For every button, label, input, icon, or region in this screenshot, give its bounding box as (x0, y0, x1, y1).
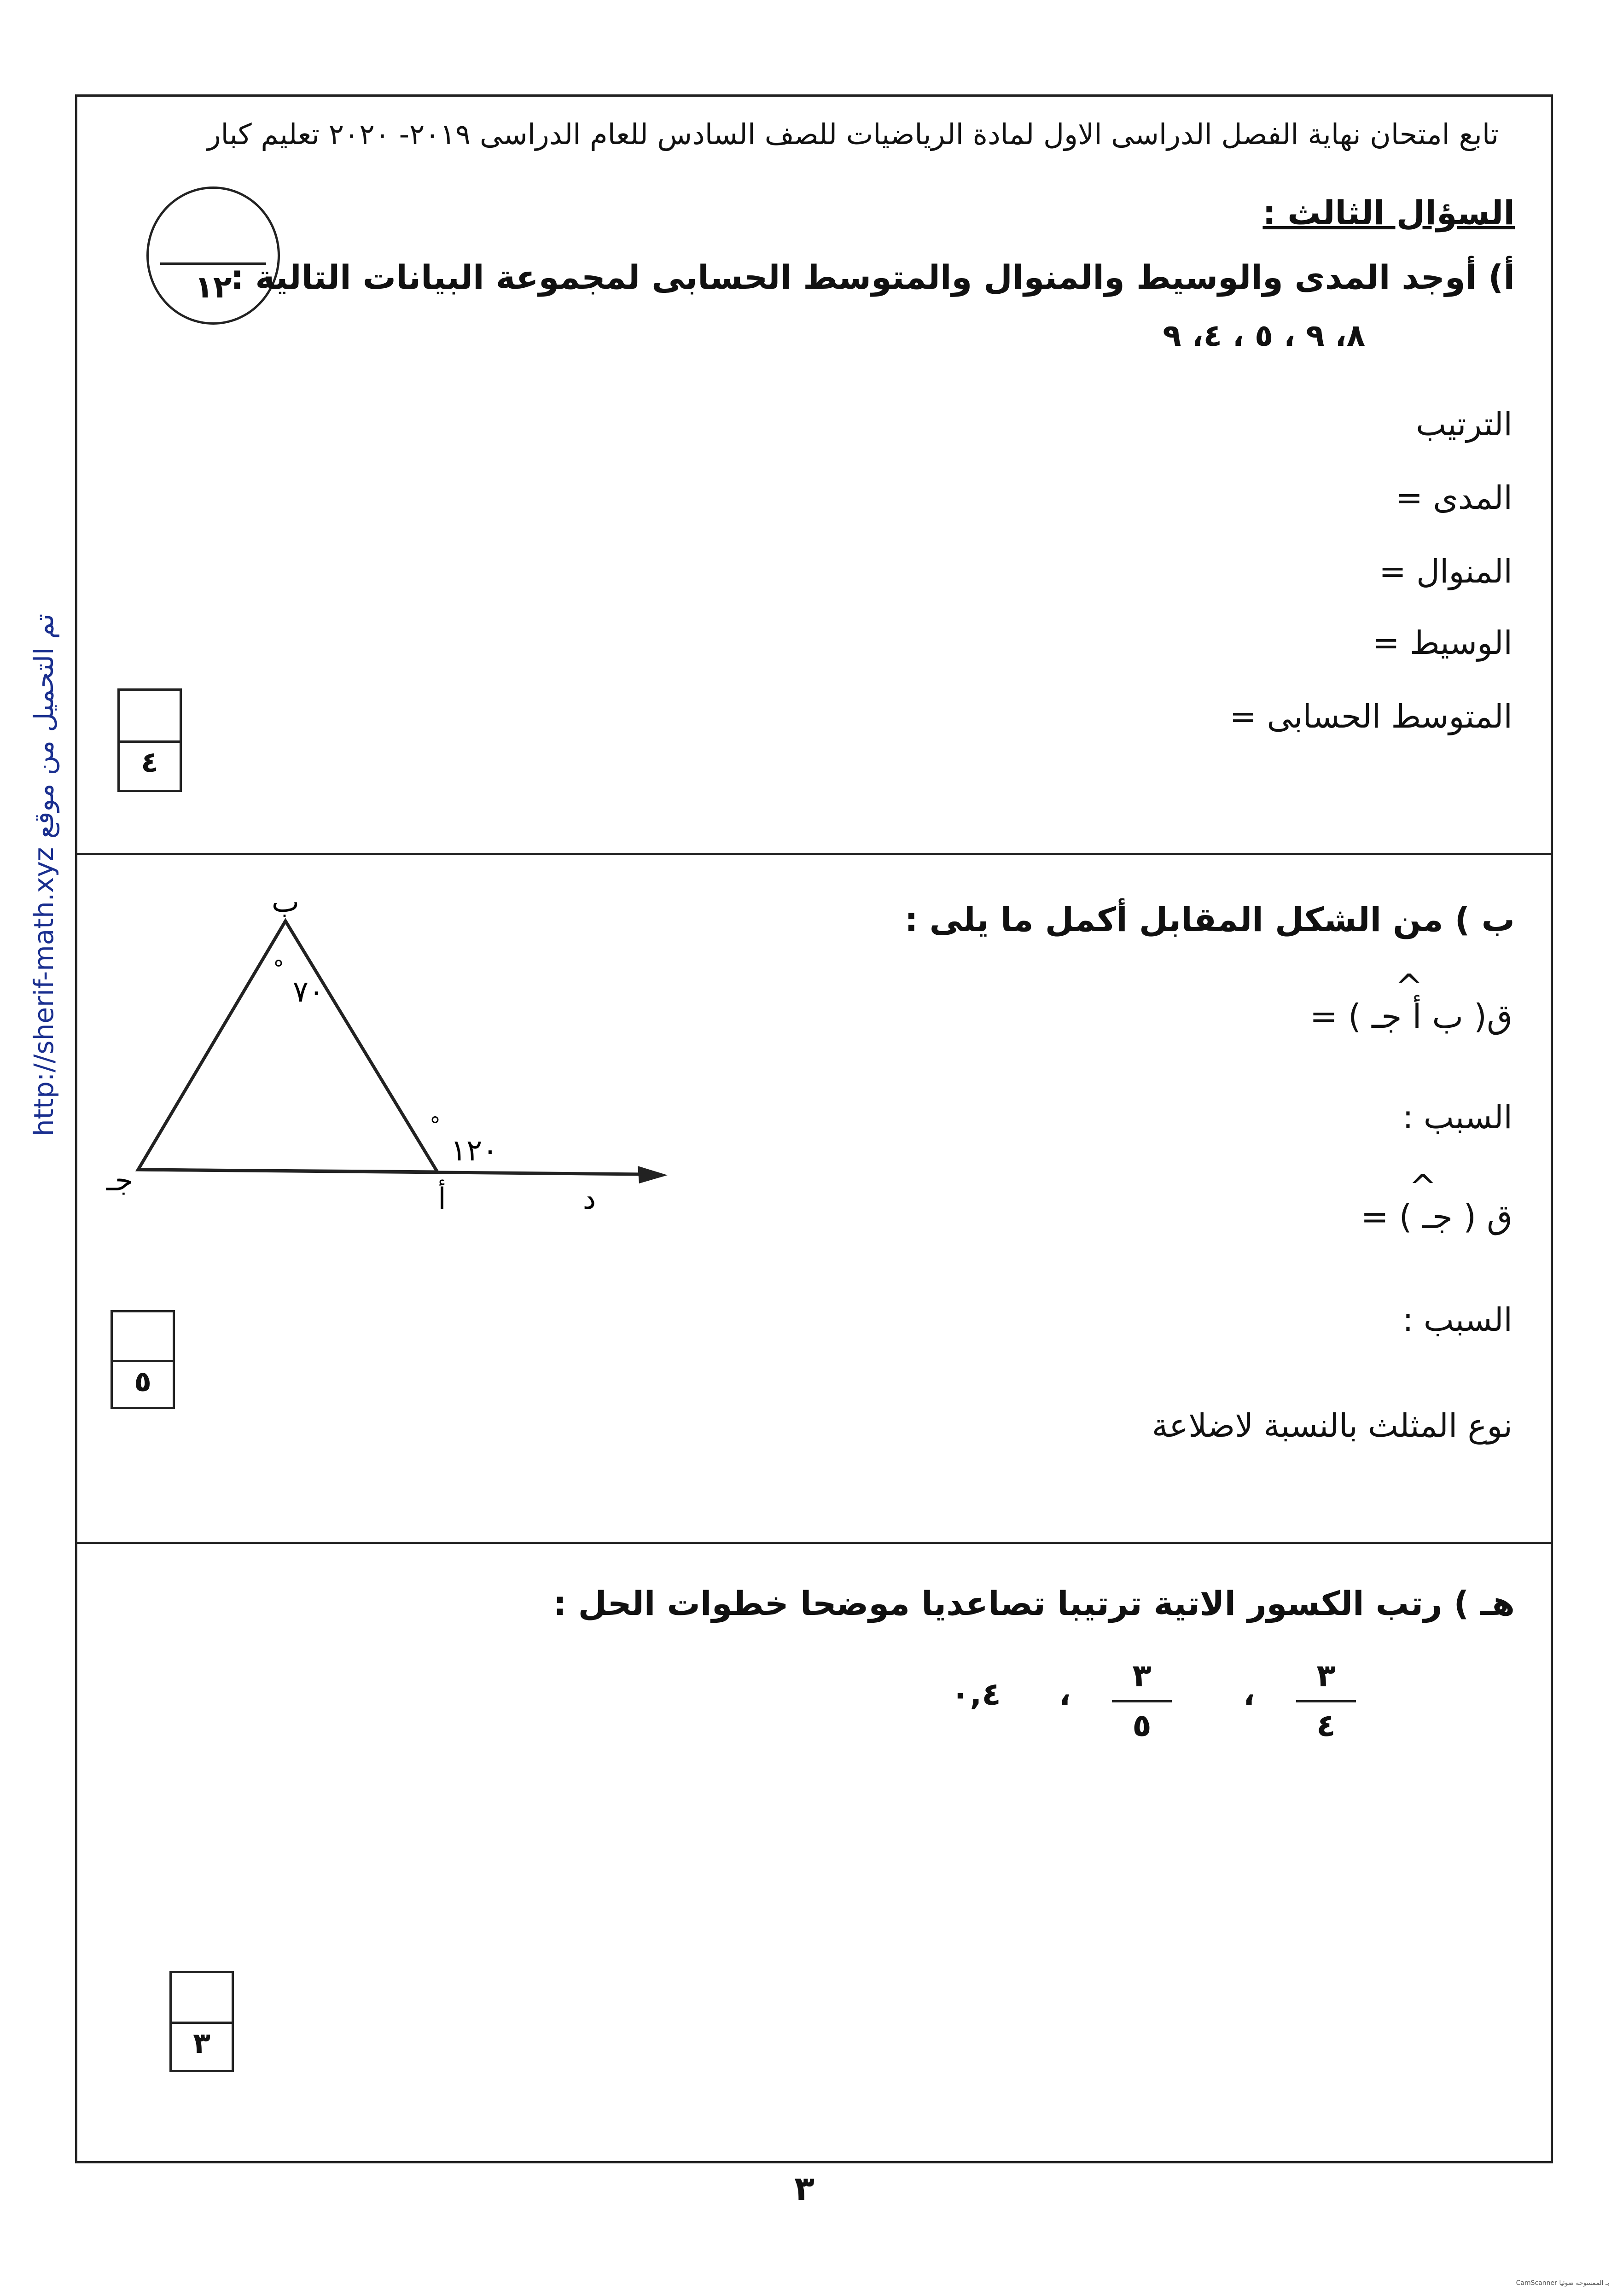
fraction-separator: ، (1059, 1676, 1071, 1713)
vertex-b-label: ب (271, 885, 300, 919)
part-b-score: ٥ (134, 1364, 151, 1398)
part-a-prompt: أ) أوجد المدى والوسيط والمنوال والمتوسط الحسابى لمجموعة البيانات التالية : (230, 258, 1515, 297)
question-title: السؤال الثالث : (1262, 193, 1515, 232)
page-number: ٣ (794, 2169, 814, 2208)
decimal-value: ٠,٤ (951, 1676, 1001, 1713)
triangle-figure (92, 884, 714, 1234)
exam-header: تابع امتحان نهاية الفصل الدراسى الاول لمادة الرياضيات للصف السادس للعام الدراسى ٢٠١٩- ٢٠٢٠ تعليم كبار (207, 117, 1499, 151)
fraction-three-fifths: ٣ ٥ (1107, 1658, 1176, 1750)
part-a-score: ٤ (141, 745, 158, 779)
part-a-line-mode: المنوال = (1379, 553, 1512, 590)
part-b-prompt: ب ) من الشكل المقابل أكمل ما يلى : (904, 900, 1515, 939)
part-a-line-range: المدى = (1396, 479, 1512, 517)
part-a-data: ٨، ٩ ، ٥ ، ٤، ٩ (1163, 318, 1365, 353)
section-divider-2 (75, 1542, 1553, 1544)
fraction-separator: ، (1243, 1676, 1255, 1713)
part-b-reason2: السبب : (1402, 1301, 1512, 1339)
part-b-reason1: السبب : (1402, 1098, 1512, 1136)
part-b-q2: ق ( جـ ) = (1361, 1197, 1512, 1236)
part-c-score-box (169, 1971, 234, 2072)
part-c-prompt: هـ ) رتب الكسور الاتية ترتيبا تصاعديا موضحا خطوات الحل : (553, 1584, 1515, 1623)
angle-exterior-value: ١٢٠ (450, 1134, 498, 1168)
part-c-score: ٣ (193, 2026, 210, 2060)
triangle (138, 921, 437, 1172)
fraction-three-quarters: ٣ ٤ (1291, 1658, 1361, 1750)
part-a-score-box (117, 688, 182, 792)
total-score-oval (146, 186, 280, 325)
angle-hat-icon: ^ (1409, 1167, 1437, 1206)
section-divider-1 (75, 853, 1553, 855)
part-b-q3: نوع المثلث بالنسبة لاضلاعة (1152, 1407, 1512, 1445)
part-b-q1: ق( ب أ جـ ) = (1309, 997, 1512, 1036)
degree-symbol-exterior: ° (430, 1113, 441, 1138)
part-a-line-median: الوسيط = (1372, 624, 1512, 662)
extended-ray (138, 1170, 645, 1174)
part-a-line-order: الترتيب (1416, 405, 1512, 443)
part-b-score-box (111, 1310, 175, 1409)
vertex-a-label: أ (438, 1182, 446, 1216)
total-score-value: ١٢ (194, 269, 232, 305)
side-download-note: تم التحميل من موقع http://sherif-math.xyz (28, 613, 59, 1136)
angle-b-value: ٧٠ (292, 975, 325, 1009)
vertex-j-label: جـ (106, 1164, 134, 1198)
part-a-line-mean: المتوسط الحسابى = (1229, 698, 1512, 735)
degree-symbol-b: ° (273, 956, 284, 982)
scanner-watermark: CamScanner بـ الممسوحة ضوئيا (1516, 2279, 1609, 2287)
angle-hat-icon: ^ (1395, 967, 1423, 1006)
arrow-head-icon (638, 1166, 668, 1183)
ray-d-label: د (582, 1182, 596, 1216)
